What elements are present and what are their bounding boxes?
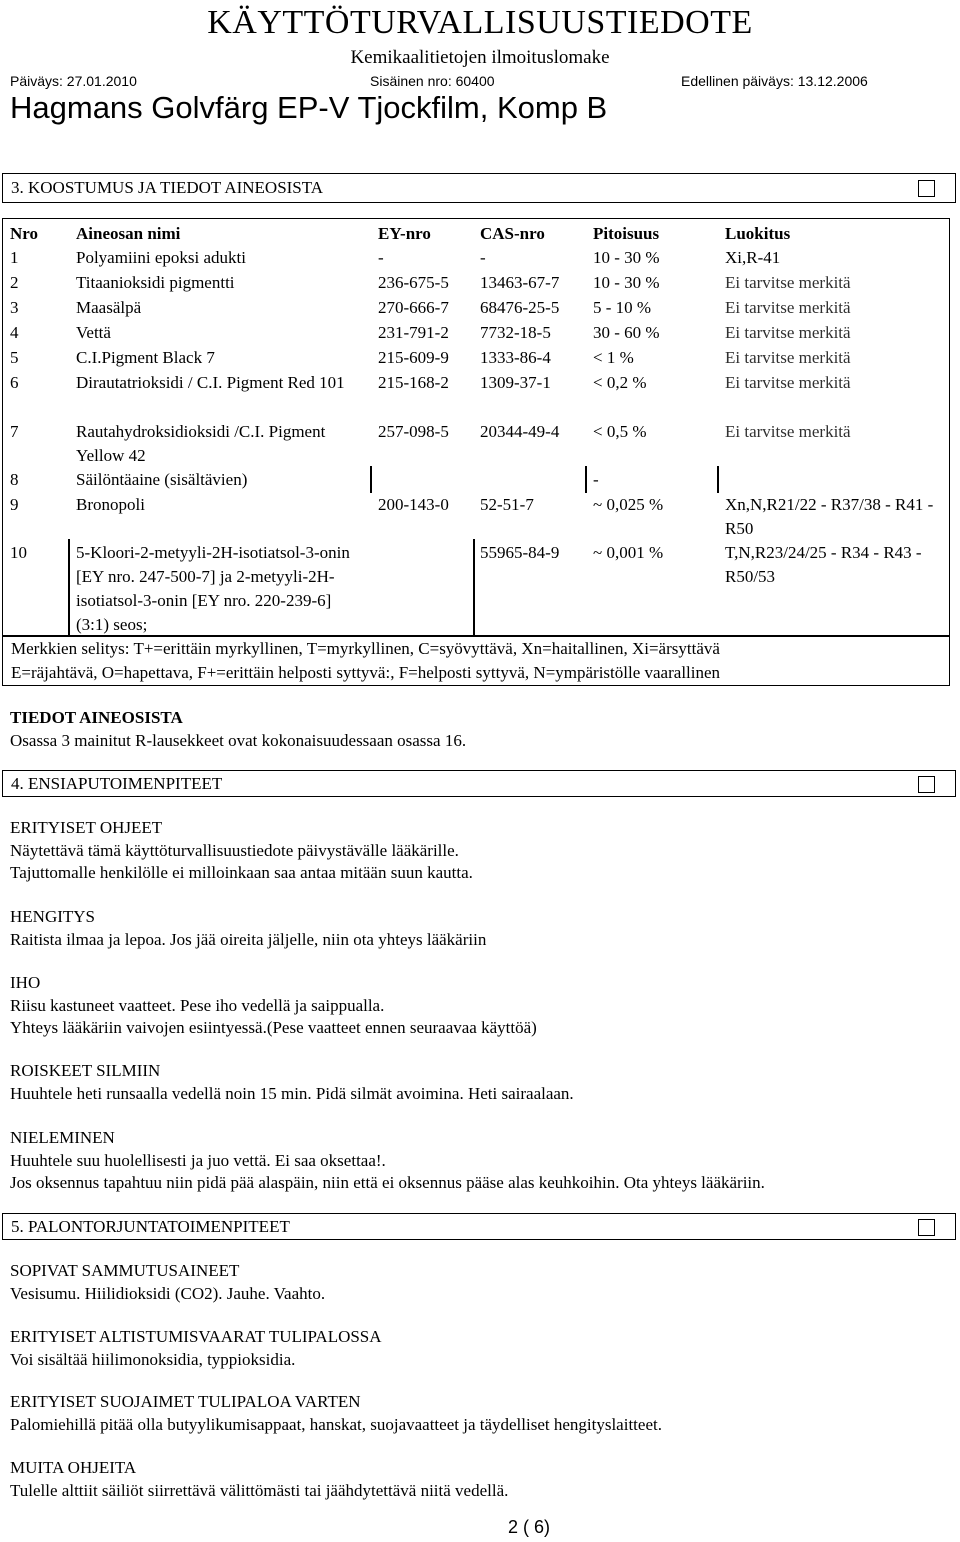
table-cell: Vettä [76, 323, 111, 342]
document-subtitle: Kemikaalitietojen ilmoituslomake [350, 47, 610, 68]
col-divider [473, 539, 475, 636]
special-text: Näytettävä tämä käyttöturvallisuustiedote päivystävälle lääkärille. [10, 841, 459, 860]
inhalation-text: Raitista ilmaa ja lepoa. Jos jää oireita jäljelle, niin ota yhteys lääkäriin [10, 930, 487, 949]
table-cell: 10 [10, 543, 27, 562]
table-cell: Bronopoli [76, 495, 145, 514]
fire-hazards-text: Voi sisältää hiilimonoksidia, typpioksidia. [10, 1350, 296, 1369]
section4-title-bar [2, 770, 956, 797]
table-cell: 1 [10, 248, 19, 267]
eye-text: Huuhtele heti runsaalla vedellä noin 15 min. Pidä silmät avoimina. Heti sairaalaan. [10, 1084, 574, 1103]
table-cell: Xn,N,R21/22 - R37/38 - R41 - R50 [725, 495, 934, 538]
skin-text: Riisu kastuneet vaatteet. Pese iho vedellä ja saippualla. [10, 996, 385, 1015]
table-cell: 231-791-2 [378, 323, 449, 342]
table-cell: Titaanioksidi pigmentti [76, 273, 235, 292]
legend-box [2, 636, 950, 686]
col-divider [717, 466, 719, 493]
col-header-name: Aineosan nimi [76, 224, 181, 243]
inhalation-heading: HENGITYS [10, 907, 95, 926]
product-name: Hagmans Golvfärg EP-V Tjockfilm, Komp B [10, 90, 608, 125]
table-cell: 20344-49-4 [480, 422, 560, 441]
info-text: Osassa 3 mainitut R-lausekkeet ovat kokonaisuudessaan osassa 16. [10, 731, 467, 750]
section3-title-bar [2, 173, 956, 203]
section3-checkbox[interactable] [918, 180, 935, 197]
table-cell: Ei tarvitse merkitä [725, 348, 851, 367]
section4-checkbox[interactable] [918, 776, 935, 793]
col-header-class: Luokitus [725, 224, 791, 243]
table-cell: 7732-18-5 [480, 323, 551, 342]
table-cell: 215-168-2 [378, 373, 449, 392]
col-divider [68, 539, 70, 636]
document-title: KÄYTTÖTURVALLISUUSTIEDOTE [207, 4, 753, 41]
table-cell: Maasälpä [76, 298, 142, 317]
col-header-nro: Nro [10, 224, 39, 243]
date: Päiväys: 27.01.2010 [10, 73, 137, 89]
table-cell: Rautahydroksidioksidi /C.I. Pigment Yellow 42 [76, 422, 326, 465]
ingestion-heading: NIELEMINEN [10, 1128, 115, 1147]
table-cell: Dirautatrioksidi / C.I. Pigment Red 101 [76, 373, 345, 392]
table-cell: 55965-84-9 [480, 543, 560, 562]
legend-line: Merkkien selitys: T+=erittäin myrkyllinen, T=myrkyllinen, C=syövyttävä, Xn=haitallinen, Xi=ärsyttävä [11, 639, 720, 658]
table-cell: Ei tarvitse merkitä [725, 373, 851, 392]
table-cell: 10 - 30 % [593, 273, 660, 292]
protective-equipment-heading: ERITYISET SUOJAIMET TULIPALOA VARTEN [10, 1392, 361, 1411]
skin-text: Yhteys lääkäriin vaivojen esiintyessä.(Pese vaatteet ennen seuraavaa käyttöä) [10, 1018, 537, 1037]
table-cell: - [593, 470, 599, 489]
table-cell: 9 [10, 495, 19, 514]
table-cell: 10 - 30 % [593, 248, 660, 267]
table-cell: 5 - 10 % [593, 298, 652, 317]
table-cell: Ei tarvitse merkitä [725, 323, 851, 342]
table-cell: 4 [10, 323, 19, 342]
other-instructions-text: Tulelle alttiit säiliöt siirrettävä välittömästi tai jäähdytettävä niitä vedellä. [10, 1481, 509, 1500]
other-instructions-heading: MUITA OHJEITA [10, 1458, 137, 1477]
internal-number: Sisäinen nro: 60400 [370, 73, 495, 89]
ingestion-text: Jos oksennus tapahtuu niin pidä pää alaspäin, niin että ei oksennus pääse alas keuhkoihin. Ota yhteys lääkäriin. [10, 1173, 765, 1192]
table-cell: 236-675-5 [378, 273, 449, 292]
table-cell: 30 - 60 % [593, 323, 660, 342]
protective-equipment-text: Palomiehillä pitää olla butyylikumisappaat, hanskat, suojavaatteet ja täydelliset hengityslaitteet. [10, 1415, 662, 1434]
col-divider [370, 466, 372, 493]
fire-hazards-heading: ERITYISET ALTISTUMISVAARAT TULIPALOSSA [10, 1327, 382, 1346]
table-cell: < 0,5 % [593, 422, 647, 441]
table-cell: 270-666-7 [378, 298, 449, 317]
table-cell: 1309-37-1 [480, 373, 551, 392]
table-cell: C.I.Pigment Black 7 [76, 348, 215, 367]
table-cell: 8 [10, 470, 19, 489]
table-cell: 2 [10, 273, 19, 292]
table-cell: - [378, 248, 384, 267]
table-cell: 5-Kloori-2-metyyli-2H-isotiatsol-3-onin [EY nro. 247-500-7] ja 2-metyyli-2H-isotiatsol-3-onin [EY nro. 220-239-6] (3:1) seos; [76, 543, 350, 634]
table-cell: 68476-25-5 [480, 298, 560, 317]
table-cell: ~ 0,025 % [593, 495, 664, 514]
page-number: 2 ( 6) [507, 1517, 550, 1537]
table-cell: < 0,2 % [593, 373, 647, 392]
col-header-cas: CAS-nro [480, 224, 545, 243]
table-cell: 257-098-5 [378, 422, 449, 441]
previous-date: Edellinen päiväys: 13.12.2006 [681, 73, 868, 89]
table-cell: - [480, 248, 486, 267]
table-cell: Ei tarvitse merkitä [725, 422, 851, 441]
special-heading: ERITYISET OHJEET [10, 818, 163, 837]
section3-title: 3. KOOSTUMUS JA TIEDOT AINEOSISTA [11, 178, 324, 197]
table-cell: 3 [10, 298, 19, 317]
table-cell: Xi,R-41 [725, 248, 781, 267]
extinguishing-media-heading: SOPIVAT SAMMUTUSAINEET [10, 1261, 240, 1280]
skin-heading: IHO [10, 973, 41, 992]
section4-title: 4. ENSIAPUTOIMENPITEET [11, 774, 223, 793]
ingestion-text: Huuhtele suu huolellisesti ja juo vettä. Ei saa oksettaa!. [10, 1151, 386, 1170]
table-cell: Ei tarvitse merkitä [725, 298, 851, 317]
table-cell: 7 [10, 422, 19, 441]
table-cell: 215-609-9 [378, 348, 449, 367]
table-cell: 5 [10, 348, 19, 367]
table-cell: Polyamiini epoksi adukti [76, 248, 246, 267]
table-cell: Ei tarvitse merkitä [725, 273, 851, 292]
table-cell: Säilöntäaine (sisältävien) [76, 470, 248, 489]
table-cell: 52-51-7 [480, 495, 534, 514]
section5-checkbox[interactable] [918, 1219, 935, 1236]
section5-title: 5. PALONTORJUNTATOIMENPITEET [11, 1217, 290, 1236]
table-cell: ~ 0,001 % [593, 543, 664, 562]
col-header-conc: Pitoisuus [593, 224, 660, 243]
legend-line: E=räjahtävä, O=hapettava, F+=erittäin helposti syttyvä:, F=helposti syttyvä, N=ympäristölle vaarallinen [11, 663, 721, 682]
table-cell: T,N,R23/24/25 - R34 - R43 - R50/53 [725, 543, 922, 586]
table-cell: < 1 % [593, 348, 634, 367]
info-heading: TIEDOT AINEOSISTA [10, 708, 183, 727]
table-cell: 200-143-0 [378, 495, 449, 514]
table-cell: 13463-67-7 [480, 273, 560, 292]
extinguishing-media-text: Vesisumu. Hiilidioksidi (CO2). Jauhe. Vaahto. [10, 1284, 326, 1303]
section5-title-bar [2, 1213, 956, 1240]
table-cell: 6 [10, 373, 19, 392]
col-header-ey: EY-nro [378, 224, 431, 243]
table-cell: 1333-86-4 [480, 348, 551, 367]
col-divider [585, 466, 587, 493]
special-text: Tajuttomalle henkilölle ei milloinkaan saa antaa mitään suun kautta. [10, 863, 473, 882]
eye-heading: ROISKEET SILMIIN [10, 1061, 161, 1080]
